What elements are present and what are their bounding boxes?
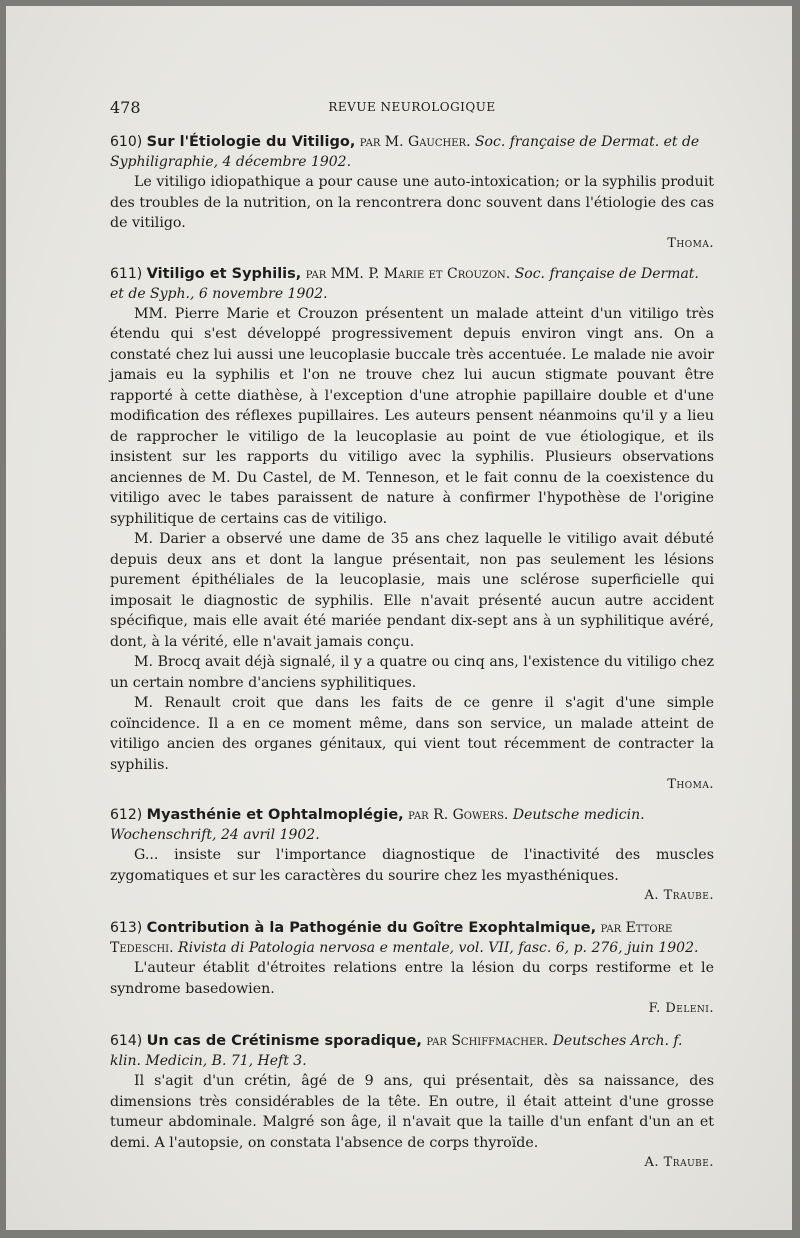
entry-authors: par R. Gowers. — [408, 807, 509, 823]
entry-authors: par Ettore Tedeschi. — [110, 920, 673, 956]
entry-source: Rivista di Patologia nervosa e mentale, vol. VII, fasc. 6, p. 276, juin 1902. — [178, 940, 699, 956]
entry-signature: A. Traube. — [644, 888, 714, 903]
entry-source: Soc. française de Dermat. et de Syph., 6 novembre 1902. — [110, 265, 699, 302]
entry-authors: par M. Gaucher. — [359, 134, 471, 150]
entry-title: Myasthénie et Ophtalmoplégie, — [146, 807, 404, 823]
entry-paragraph: G... insiste sur l'importance diagnostique de l'inactivité des muscles zygomatiques et sur les caractères du sourire chez les myasthéniques. — [110, 847, 714, 884]
page-content — [110, 98, 714, 1173]
entry-paragraph: MM. Pierre Marie et Crouzon présentent un malade atteint d'un vitiligo très étendu qui s'est développé progressivement depuis environ vingt ans. On a constaté chez lui aussi une leucoplasie buccale très accentuée. Le malade nie avoir jamais eu la syphilis et l'on ne trouve chez lui aucun stigmate pouvant être rapporté à cette diathèse, à l'exception d'une atrophie papillaire double et d'une modification des réflexes pupillaires. Les auteurs pensent néanmoins qu'il y a lieu de rapprocher le vitiligo de la leucoplasie au point de vue étiologique, et ils insistent sur les rapports du vitiligo avec la syphilis. Plusieurs observations anciennes de M. Du Castel, de M. Tenneson, et le fait connu de la coexistence du vitiligo avec le tabes paraissent de nature à confirmer l'hypothèse de l'origine syphilitique de certains cas de vitiligo. — [110, 305, 714, 527]
entry-heading — [110, 264, 714, 304]
entry-paragraph: M. Brocq avait déjà signalé, il y a quatre ou cinq ans, l'existence du vitiligo chez un certain nombre d'anciens syphilitiques. — [110, 654, 714, 691]
entry-612 — [110, 805, 714, 906]
entry-number: 610) — [110, 134, 143, 150]
entry-title: Sur l'Étiologie du Vitiligo, — [146, 134, 356, 150]
entry-signature: A. Traube. — [644, 1155, 714, 1170]
entry-paragraph: M. Renault croit que dans les faits de ce genre il s'agit d'une simple coïncidence. Il a en ce moment même, dans son service, un malade atteint de vitiligo ancien des organes génitaux, qui vient tout récemment de contracter la syphilis. — [110, 695, 714, 773]
entry-number: 611) — [110, 265, 143, 282]
entry-heading — [110, 1031, 714, 1071]
entry-signature: F. Deleni. — [648, 1001, 714, 1016]
page-number: 478 — [110, 98, 141, 117]
entry-authors: par MM. P. Marie et Crouzon. — [305, 265, 511, 282]
entry-paragraph: Il s'agit d'un crétin, âgé de 9 ans, qui présentait, dès sa naissance, des dimensions très considérables de la tête. En outre, il était atteint d'une grosse tumeur abdominale. Malgré son âge, il n'avait que la taille d'un enfant d'un an et demi. A l'autopsie, on constata l'absence de corps thyroïde. — [110, 1073, 714, 1151]
entry-paragraph: L'auteur établit d'étroites relations entre la lésion du corps restiforme et le syndrome basedowien. — [110, 960, 714, 997]
entry-613 — [110, 918, 714, 1019]
entry-number: 614) — [110, 1033, 143, 1049]
entry-signature: Thoma. — [667, 777, 714, 792]
entry-610 — [110, 132, 714, 254]
entry-title: Un cas de Crétinisme sporadique, — [146, 1033, 422, 1049]
page-sheet — [6, 6, 792, 1230]
entry-number: 612) — [110, 807, 143, 823]
entry-authors: par Schiffmacher. — [426, 1033, 549, 1049]
entry-heading — [110, 805, 714, 845]
entry-paragraph: Le vitiligo idiopathique a pour cause une auto-intoxication; or la syphilis produit des troubles de la nutrition, on la rencontrera donc souvent dans l'étiologie des cas de vitiligo. — [110, 174, 714, 231]
entry-title: Vitiligo et Syphilis, — [146, 265, 302, 282]
running-title: REVUE NEUROLOGIQUE — [328, 100, 496, 114]
entry-source: Soc. française de Dermat. et de Syphiligraphie, 4 décembre 1902. — [110, 134, 700, 170]
entry-signature: Thoma. — [667, 235, 714, 251]
running-header — [110, 98, 714, 118]
entry-number: 613) — [110, 920, 143, 936]
entry-paragraph: M. Darier a observé une dame de 35 ans chez laquelle le vitiligo avait débuté depuis deux ans et dont la langue présentait, non pas seulement les lésions purement épithéliales de la leucoplasie, mais une sclérose superficielle qui imposait le diagnostic de syphilis. Elle n'avait présenté aucun autre accident spécifique, mais elle avait été mariée pendant dix-sept ans à un syphilitique avéré, dont, à la vérité, elle n'avait jamais conçu. — [110, 531, 714, 650]
entry-heading — [110, 918, 714, 958]
entry-611 — [110, 264, 714, 796]
entry-source: Deutsches Arch. f. klin. Medicin, B. 71, Heft 3. — [110, 1033, 683, 1069]
entry-614 — [110, 1031, 714, 1173]
entry-heading — [110, 132, 714, 172]
entry-title: Contribution à la Pathogénie du Goître Exophtalmique, — [146, 920, 597, 936]
entry-source: Deutsche medicin. Wochenschrift, 24 avril 1902. — [110, 807, 645, 843]
